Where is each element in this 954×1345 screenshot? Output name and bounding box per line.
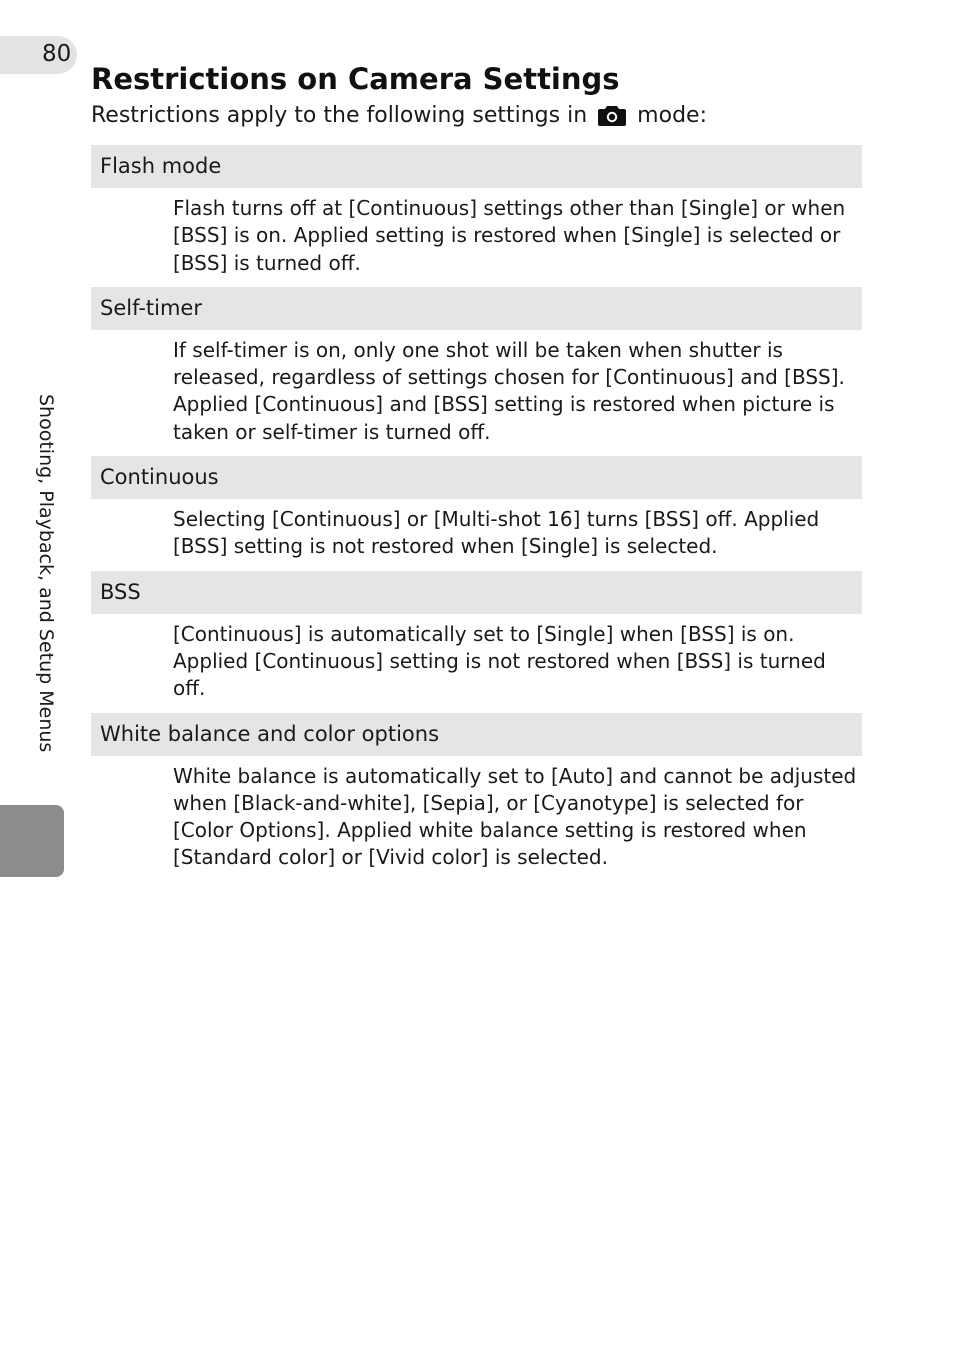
camera-icon (598, 104, 626, 135)
section-bss (91, 571, 862, 713)
section-body: [Continuous] is automatically set to [Single] when [BSS] is on. Applied [Continuous] setting is not restored when [BSS] is turned off. (173, 621, 826, 701)
section-body: If self-timer is on, only one shot will be taken when shutter is released, regardless of settings chosen for [Continuous] and [BSS]. Applied [Continuous] and [BSS] setting is restored when picture is taken or self-timer is turned off. (173, 337, 845, 444)
intro-text-after: mode: (637, 103, 707, 128)
section-continuous (91, 456, 862, 571)
section-self-timer (91, 287, 862, 456)
section-flash-mode (91, 145, 862, 287)
side-section-label: Shooting, Playback, and Setup Menus (35, 394, 57, 753)
page-title: Restrictions on Camera Settings (91, 62, 620, 96)
section-white-balance (91, 713, 862, 882)
side-section-tab (0, 805, 64, 877)
section-body: Flash turns off at [Continuous] settings other than [Single] or when [BSS] is on. Applied setting is restored when [Single] is selected or [BSS] is turned off. (173, 196, 846, 275)
section-heading: Flash mode (91, 145, 862, 188)
section-heading: White balance and color options (91, 713, 862, 756)
section-heading: BSS (91, 571, 862, 614)
intro-text (91, 101, 707, 135)
section-heading: Self-timer (91, 287, 862, 330)
section-body: Selecting [Continuous] or [Multi-shot 16] turns [BSS] off. Applied [BSS] setting is not restored when [Single] is selected. (173, 507, 820, 559)
section-heading: Continuous (91, 456, 862, 499)
intro-text-before: Restrictions apply to the following settings in (91, 103, 588, 128)
section-body: White balance is automatically set to [Auto] and cannot be adjusted when [Black-and-white], [Sepia], or [Cyanotype] is selected for [Color Options]. Applied white balance setting is restored when [Standard color] or [Vivid color] is selected. (173, 763, 857, 870)
page-number: 80 (42, 41, 72, 67)
restrictions-list (91, 145, 862, 882)
